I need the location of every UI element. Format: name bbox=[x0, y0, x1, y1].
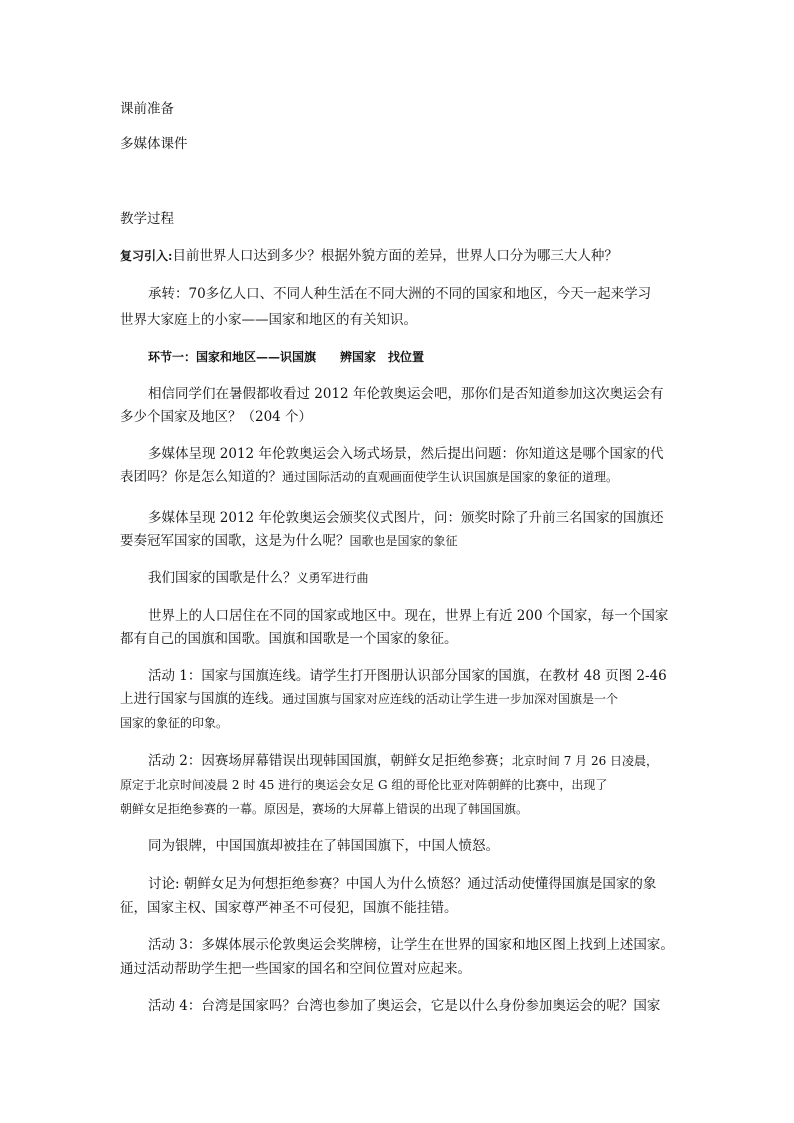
transition-line-2: 世界大家庭上的小家——国家和地区的有关知识。 bbox=[120, 312, 417, 328]
para5-line-2: 都有自己的国旗和国歌。国旗和国歌是一个国家的象征。 bbox=[120, 631, 458, 647]
para3-line-2 bbox=[120, 528, 680, 554]
activity2-line-1 bbox=[120, 748, 680, 774]
para2-question: 表团吗？你是怎么知道的？ bbox=[120, 469, 282, 485]
discussion-line-1: 讨论: 朝鲜女足为何想拒绝参赛？中国人为什么愤怒？通过活动使懂得国旗是国家的象 bbox=[148, 876, 657, 892]
activity1-line-1: 活动 1：国家与国旗连线。请学生打开图册认识部分国家的国旗，在教材 48 页图 2-46 bbox=[148, 668, 667, 684]
activity4-line-1: 活动 4：台湾是国家吗？台湾也参加了奥运会，它是以什么身份参加奥运会的呢？国家 bbox=[148, 998, 661, 1014]
para3-question: 要奏冠军国家的国歌，这是为什么呢？ bbox=[120, 533, 350, 549]
para3-line-1: 多媒体呈现 2012 年伦敦奥运会颁奖仪式图片，问：颁奖时除了升前三名国家的国旗还 bbox=[148, 510, 664, 526]
activity1-note: 通过国旗与国家对应连线的活动让学生进一步加深对国旗是一个 bbox=[282, 692, 619, 706]
transition-line-1: 承转：70多亿人口、不同人种生活在不同大洲的不同的国家和地区，今天一起来学习 bbox=[148, 286, 652, 302]
activity3-line-2: 通过活动帮助学生把一些国家的国名和空间位置对应起来。 bbox=[120, 961, 471, 977]
para4 bbox=[120, 565, 680, 591]
review-paragraph bbox=[120, 243, 680, 269]
para1-line-1: 相信同学们在暑假都收看过 2012 年伦敦奥运会吧，那你们是否知道参加这次奥运会有 bbox=[148, 386, 664, 402]
activity2-task: 活动 2：因赛场屏幕错误出现韩国国旗，朝鲜女足拒绝参赛； bbox=[148, 753, 512, 769]
activity2-note-start: 北京时间 7 月 26 日凌晨， bbox=[511, 754, 659, 768]
activity1-task: 上进行国家与国旗的连线。 bbox=[120, 691, 282, 707]
prep-heading: 课前准备 bbox=[120, 101, 174, 117]
para1-line-2: 多少个国家及地区？（204 个） bbox=[120, 409, 313, 425]
process-heading: 教学过程 bbox=[120, 211, 174, 227]
para2-note: 通过国际活动的直观画面使学生认识国旗是国家的象征的道理。 bbox=[282, 470, 619, 484]
para2-line-1: 多媒体呈现 2012 年伦敦奥运会入场式场景，然后提出问题：你知道这是哪个国家的代 bbox=[148, 446, 664, 462]
activity3-line-1: 活动 3：多媒体展示伦敦奥运会奖牌榜，让学生在世界的国家和地区图上找到上述国家。 bbox=[148, 937, 674, 953]
activity1-line-2 bbox=[120, 686, 680, 712]
para4-question: 我们国家的国歌是什么？ bbox=[148, 570, 297, 586]
prep-item: 多媒体课件 bbox=[120, 136, 188, 152]
review-label: 复习引入: bbox=[120, 249, 173, 263]
activity1-line-3: 国家的象征的印象。 bbox=[120, 716, 229, 730]
section1-title: 环节一：国家和地区——识国旗 辨国家 找位置 bbox=[148, 350, 425, 364]
para6: 同为银牌，中国国旗却被挂在了韩国国旗下，中国人愤怒。 bbox=[148, 838, 499, 854]
discussion-line-2: 征，国家主权、国家尊严神圣不可侵犯，国旗不能挂错。 bbox=[120, 900, 458, 916]
para5-line-1: 世界上的人口居住在不同的国家或地区中。现在，世界上有近 200 个国家，每一个国家 bbox=[148, 608, 669, 624]
para4-answer: 义勇军进行曲 bbox=[296, 571, 369, 585]
review-text: 目前世界人口达到多少？根据外貌方面的差异，世界人口分为哪三大人种？ bbox=[172, 248, 618, 264]
activity2-line-2: 原定于北京时间凌晨 2 时 45 进行的奥运会女足 G 组的哥伦比亚对阵朝鲜的比赛中，出现了 bbox=[120, 778, 608, 792]
activity2-line-3: 朝鲜女足拒绝参赛的一幕。原因是，赛场的大屏幕上错误的出现了韩国国旗。 bbox=[120, 802, 529, 816]
para2-line-2 bbox=[120, 464, 680, 490]
para3-note: 国歌也是国家的象征 bbox=[349, 534, 458, 548]
